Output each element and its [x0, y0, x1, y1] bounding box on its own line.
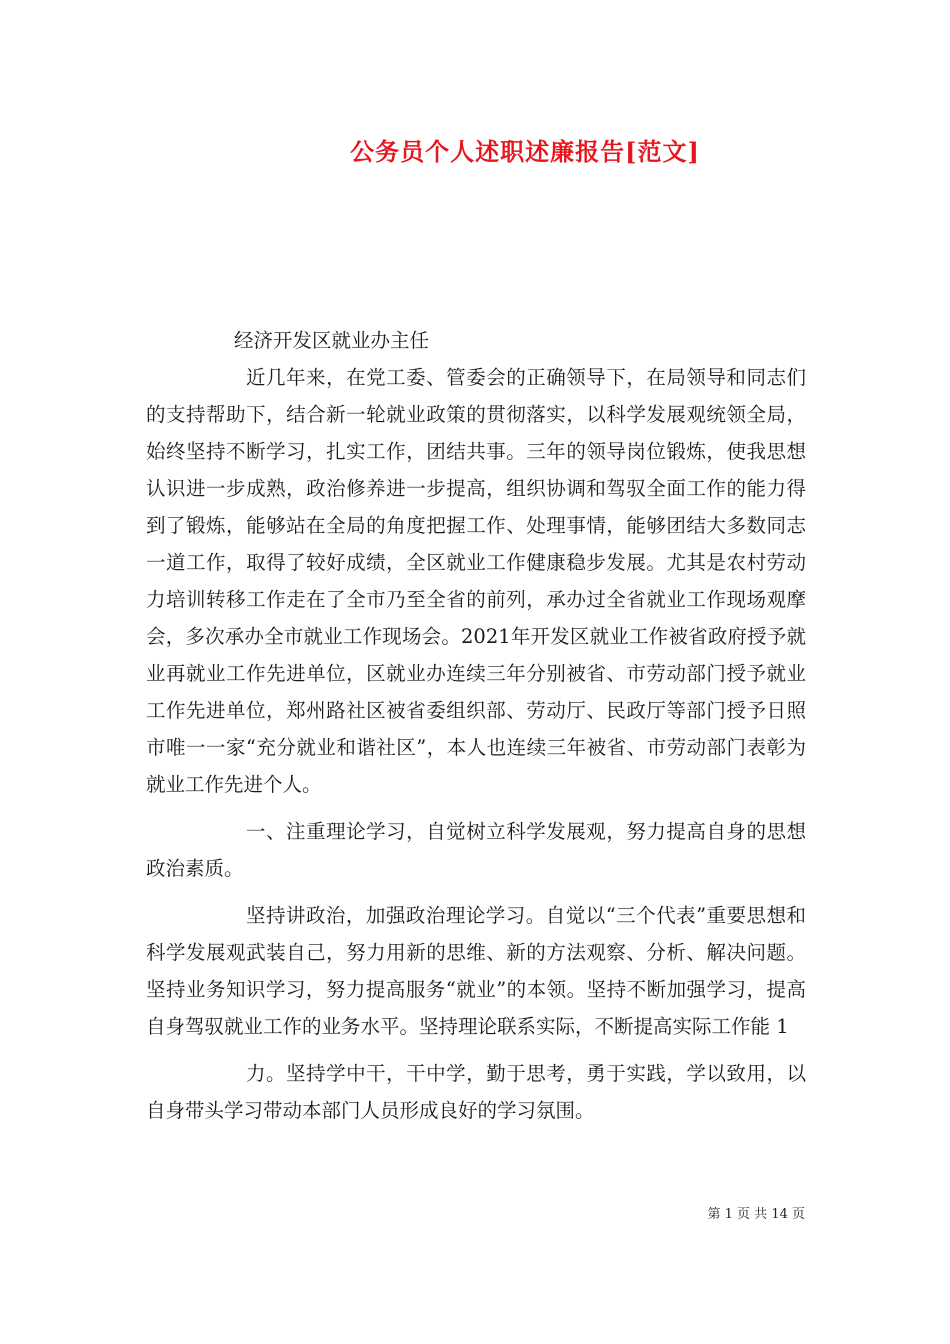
paragraph-study: 坚持讲政治，加强政治理论学习。自觉以“三个代表”重要思想和科学发展观武装自己，努力用新的思维、新的方法观察、分析、解决问题。坚持业务知识学习，努力提高服务“就业”的本领。坚持不断加强学习，提高自身驾驭就业工作的业务水平。坚持理论联系实际，不断提高实际工作能 1 — [146, 904, 806, 1038]
page-number-footer: 第 1 页 共 14 页 — [707, 1207, 805, 1222]
author-line: 经济开发区就业办主任 — [234, 329, 430, 352]
document-title: 公务员个人述职述廉报告[范文] — [350, 137, 700, 166]
section-heading-1: 一、注重理论学习，自觉树立科学发展观，努力提高自身的思想政治素质。 — [146, 820, 806, 880]
paragraph-intro: 近几年来，在党工委、管委会的正确领导下，在局领导和同志们的支持帮助下，结合新一轮就业政策的贯彻落实，以科学发展观统领全局，始终坚持不断学习，扎实工作，团结共事。三年的领导岗位锻炼，使我思想认识进一步成熟，政治修养进一步提高，组织协调和驾驭全面工作的能力得到了锻炼，能够站在全局的角度把握工作、处理事情，能够团结大多数同志一道工作，取得了较好成绩，全区就业工作健康稳步发展。尤其是农村劳动力培训转移工作走在了全市乃至全省的前列，承办过全省就业工作现场观摩会，多次承办全市就业工作现场会。2021年开发区就业工作被省政府授予就业再就业工作先进单位，区就业办连续三年分别被省、市劳动部门授予就业工作先进单位，郑州路社区被省委组织部、劳动厅、民政厅等部门授予日照市唯一一家“充分就业和谐社区”，本人也连续三年被省、市劳动部门表彰为就业工作先进个人。 — [146, 366, 806, 796]
document-body — [146, 322, 806, 1129]
paragraph-continuation: 力。坚持学中干，干中学，勤于思考，勇于实践，学以致用，以自身带头学习带动本部门人员形成良好的学习氛围。 — [146, 1062, 806, 1122]
